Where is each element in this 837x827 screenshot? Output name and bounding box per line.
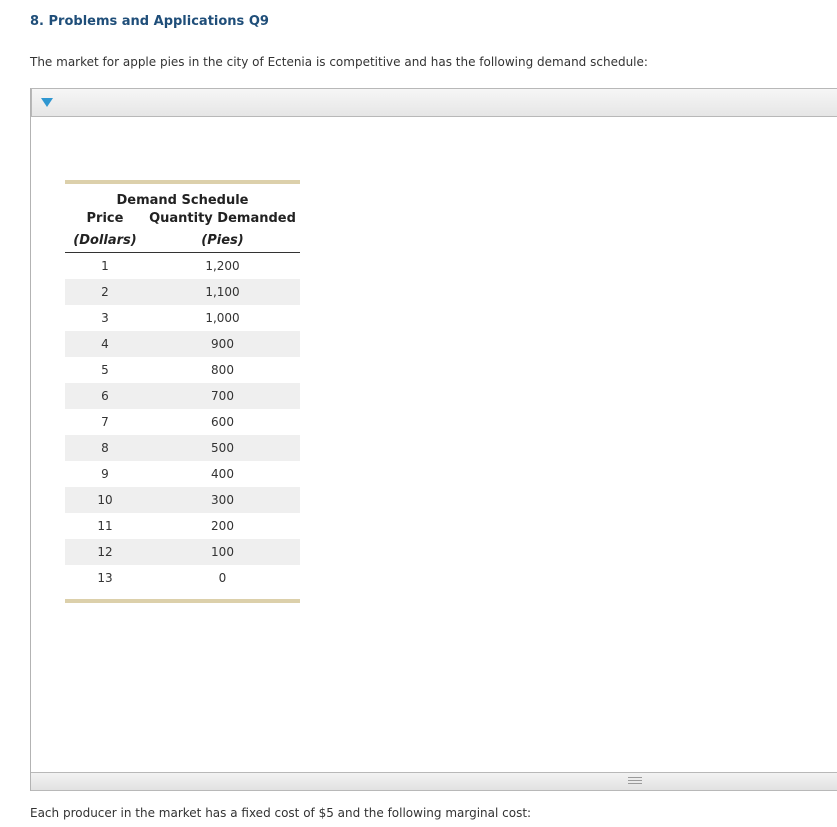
price-cell: 5 <box>101 363 109 377</box>
quantity-cell: 1,200 <box>205 259 240 273</box>
quantity-unit-label: (Pies) <box>201 233 244 248</box>
footer-text: Each producer in the market has a fixed cost of $5 and the following marginal cost: <box>30 806 532 820</box>
demand-schedule-table <box>65 180 300 603</box>
quantity-cell: 800 <box>211 363 234 377</box>
price-unit-label: (Dollars) <box>73 233 137 248</box>
intro-text: The market for apple pies in the city of Ectenia is competitive and has the following demand schedule: <box>30 55 648 69</box>
price-cell: 3 <box>101 311 109 325</box>
panel-header[interactable] <box>31 88 837 117</box>
quantity-cell: 500 <box>211 441 234 455</box>
table-row <box>65 461 300 487</box>
column-header-row <box>65 208 300 230</box>
panel-footer-bar <box>31 772 837 791</box>
price-cell: 6 <box>101 389 109 403</box>
price-cell: 2 <box>101 285 109 299</box>
quantity-cell: 600 <box>211 415 234 429</box>
problem-heading <box>30 14 269 29</box>
table-row <box>65 305 300 331</box>
table-row <box>65 539 300 565</box>
table-row <box>65 487 300 513</box>
price-cell: 8 <box>101 441 109 455</box>
price-column-header: Price <box>86 211 124 226</box>
quantity-cell: 400 <box>211 467 234 481</box>
collapsible-panel <box>30 88 837 791</box>
price-cell: 10 <box>97 493 113 507</box>
table-body <box>65 253 300 599</box>
table-row <box>65 513 300 539</box>
price-cell: 11 <box>97 519 113 533</box>
quantity-cell: 200 <box>211 519 234 533</box>
quantity-cell: 1,000 <box>205 311 240 325</box>
problem-number: 8 <box>30 14 40 29</box>
table-row <box>65 435 300 461</box>
grip-lines-icon[interactable] <box>628 777 642 786</box>
panel-body <box>31 117 837 772</box>
price-cell: 1 <box>101 259 109 273</box>
quantity-cell: 100 <box>211 545 234 559</box>
quantity-cell: 1,100 <box>205 285 240 299</box>
price-cell: 9 <box>101 467 109 481</box>
table-row <box>65 279 300 305</box>
table-title: Demand Schedule <box>116 193 249 208</box>
quantity-cell: 0 <box>218 571 227 585</box>
problem-separator: . <box>39 14 49 29</box>
table-row <box>65 253 300 279</box>
quantity-cell: 700 <box>211 389 234 403</box>
quantity-column-header: Quantity Demanded <box>149 211 296 226</box>
problem-title: Problems and Applications Q9 <box>48 14 269 29</box>
table-row <box>65 409 300 435</box>
price-cell: 13 <box>97 571 113 585</box>
triangle-down-icon[interactable] <box>41 98 53 107</box>
table-row <box>65 357 300 383</box>
table-row <box>65 383 300 409</box>
table-row <box>65 565 300 591</box>
price-cell: 4 <box>101 337 109 351</box>
price-cell: 7 <box>101 415 109 429</box>
quantity-cell: 300 <box>211 493 234 507</box>
quantity-cell: 900 <box>211 337 234 351</box>
unit-header-row <box>65 230 300 253</box>
price-cell: 12 <box>97 545 113 559</box>
table-row <box>65 331 300 357</box>
